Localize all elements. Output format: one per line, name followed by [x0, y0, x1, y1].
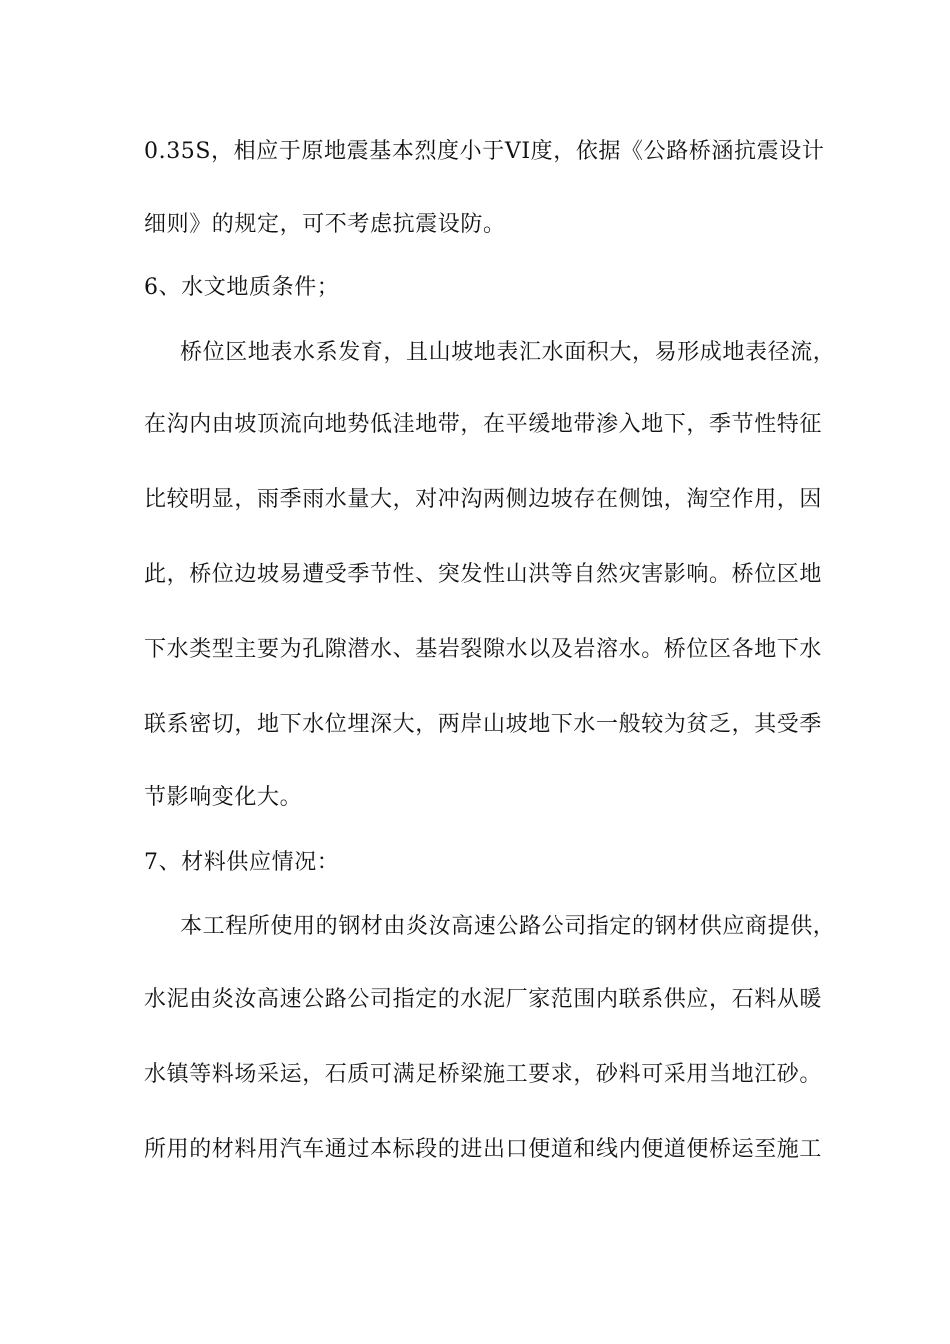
paragraph-line: 节影响变化大。 [144, 785, 303, 810]
paragraph-line: 桥位区地表水系发育，且山坡地表汇水面积大，易形成地表径流， [180, 340, 836, 365]
section-heading: 7、材料供应情况： [144, 850, 340, 875]
paragraph-line: 本工程所使用的钢材由炎汝高速公路公司指定的钢材供应商提供， [180, 914, 836, 939]
paragraph-line: 水镇等料场采运，石质可满足桥梁施工要求，砂料可采用当地江砂。 [144, 1062, 823, 1087]
section-heading: 6、水文地质条件； [144, 275, 340, 300]
paragraph-line: 0.35S，相应于原地震基本烈度小于VI度，依据《公路桥涵抗震设计 [144, 139, 825, 164]
paragraph-line: 细则》的规定，可不考虑抗震设防。 [144, 212, 506, 237]
paragraph-line: 在沟内由坡顶流向地势低洼地带，在平缓地带渗入地下，季节性特征 [144, 412, 823, 437]
paragraph-line: 联系密切，地下水位埋深大，两岸山坡地下水一般较为贫乏，其受季 [144, 712, 823, 737]
paragraph-line: 下水类型主要为孔隙潜水、基岩裂隙水以及岩溶水。桥位区各地下水 [144, 637, 823, 662]
paragraph-line: 所用的材料用汽车通过本标段的进出口便道和线内便道便桥运至施工 [144, 1137, 823, 1162]
paragraph-line: 此，桥位边坡易遭受季节性、突发性山洪等自然灾害影响。桥位区地 [144, 562, 823, 587]
paragraph-line: 比较明显，雨季雨水量大，对冲沟两侧边坡存在侧蚀，淘空作用，因 [144, 487, 823, 512]
paragraph-line: 水泥由炎汝高速公路公司指定的水泥厂家范围内联系供应，石料从暖 [144, 987, 823, 1012]
